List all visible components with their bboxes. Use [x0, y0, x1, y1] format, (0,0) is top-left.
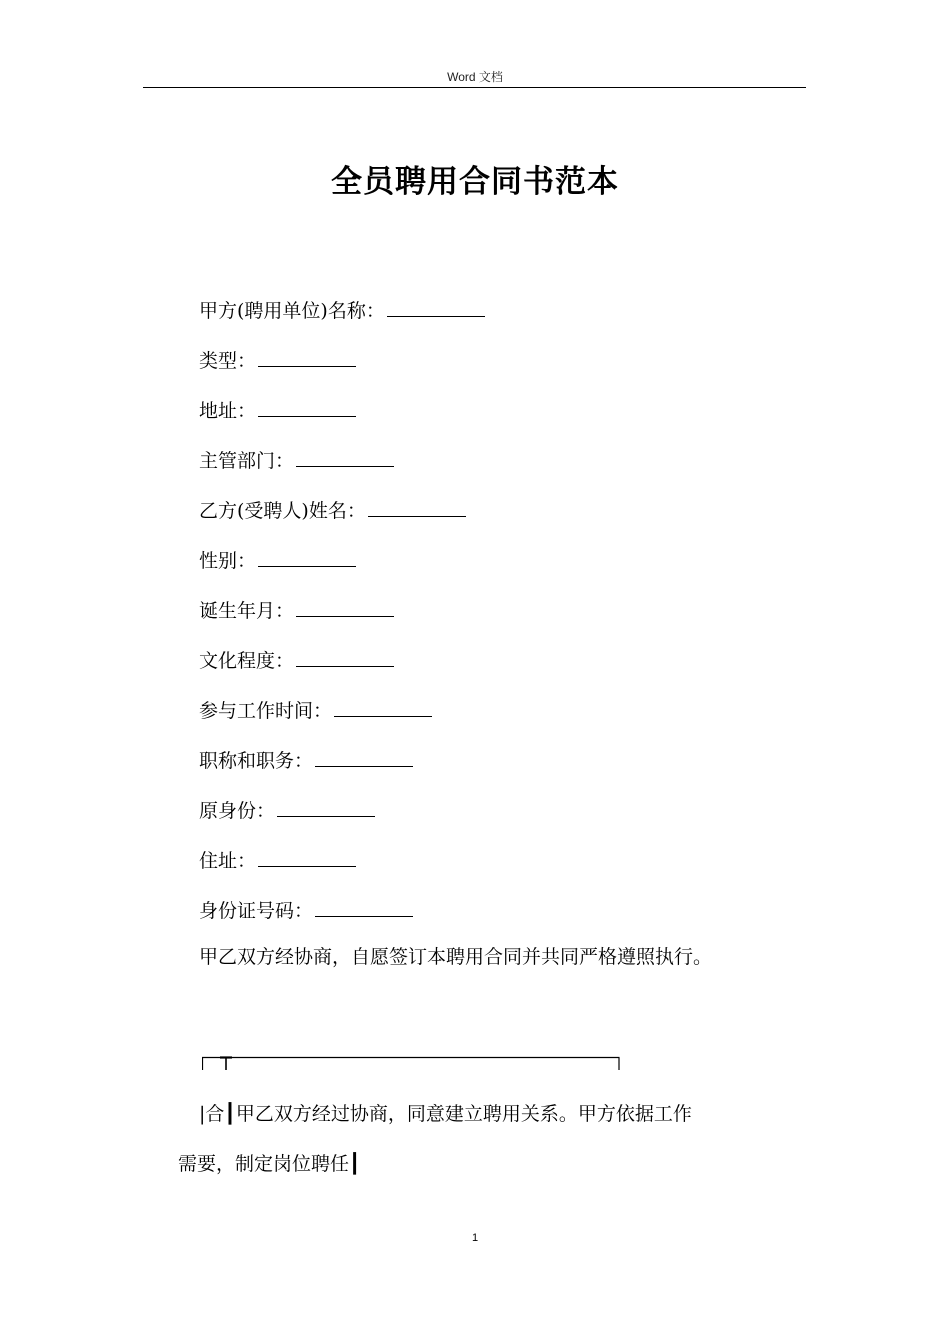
header-rule	[143, 87, 806, 88]
page-number: 1	[471, 1232, 479, 1244]
fill-in-blank[interactable]	[258, 542, 356, 567]
table-top-border	[202, 1056, 620, 1070]
field-label: 身份证号码：	[199, 900, 314, 922]
field-address	[199, 392, 485, 442]
fill-in-blank[interactable]	[387, 292, 485, 317]
fill-in-blank[interactable]	[296, 592, 394, 617]
fill-in-blank[interactable]	[277, 792, 375, 817]
fill-in-blank[interactable]	[368, 492, 466, 517]
field-birth-date	[199, 592, 485, 642]
field-gender	[199, 542, 485, 592]
field-employer-name	[199, 292, 485, 342]
field-label: 类型：	[199, 350, 257, 372]
field-label: 诞生年月：	[199, 600, 295, 622]
contract-fields	[199, 292, 485, 942]
clause-line-1: |合┃甲乙双方经过协商，同意建立聘用关系。甲方依据工作	[199, 1103, 692, 1125]
document-title: 全员聘用合同书范本	[331, 164, 619, 200]
clause-line-2: 需要，制定岗位聘任┃	[178, 1153, 361, 1175]
field-label: 参与工作时间：	[199, 700, 333, 722]
field-id-number	[199, 892, 485, 942]
fill-in-blank[interactable]	[296, 642, 394, 667]
field-title-position	[199, 742, 485, 792]
field-type	[199, 342, 485, 392]
table-border-lines	[202, 1056, 620, 1070]
running-header: Word 文档	[447, 70, 503, 84]
fill-in-blank[interactable]	[258, 342, 356, 367]
field-authority	[199, 442, 485, 492]
field-education	[199, 642, 485, 692]
field-label: 文化程度：	[199, 650, 295, 672]
contract-clause	[178, 1089, 798, 1189]
fill-in-blank[interactable]	[315, 742, 413, 767]
fill-in-blank[interactable]	[315, 892, 413, 917]
fill-in-blank[interactable]	[334, 692, 432, 717]
agreement-statement: 甲乙双方经协商，自愿签订本聘用合同并共同严格遵照执行。	[199, 946, 713, 968]
field-label: 乙方(受聘人)姓名：	[199, 500, 366, 522]
field-label: 性别：	[199, 550, 257, 572]
field-label: 原身份：	[199, 800, 276, 822]
field-label: 主管部门：	[199, 450, 295, 472]
field-original-status	[199, 792, 485, 842]
fill-in-blank[interactable]	[258, 392, 356, 417]
field-label: 住址：	[199, 850, 257, 872]
fill-in-blank[interactable]	[296, 442, 394, 467]
field-work-start	[199, 692, 485, 742]
field-label: 地址：	[199, 400, 257, 422]
fill-in-blank[interactable]	[258, 842, 356, 867]
field-residence	[199, 842, 485, 892]
field-label: 职称和职务：	[199, 750, 314, 772]
field-employee-name	[199, 492, 485, 542]
field-label: 甲方(聘用单位)名称：	[199, 300, 385, 322]
